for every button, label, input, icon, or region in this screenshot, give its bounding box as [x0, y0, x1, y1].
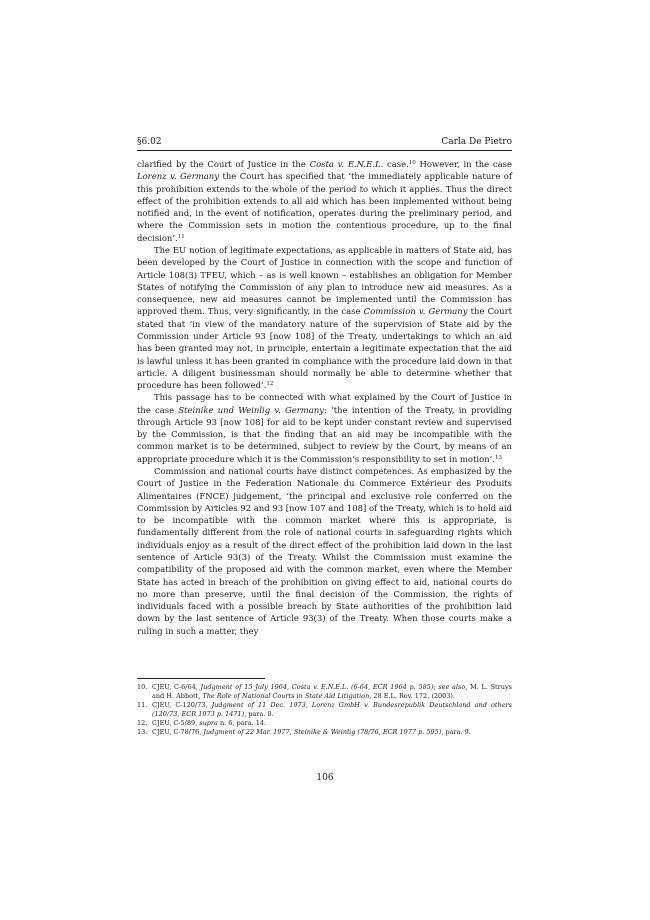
italic-text: Steinike und Weinlig v. Germany: [178, 404, 325, 415]
footnote-text: [152, 683, 512, 701]
text-run: , para. 9.: [441, 727, 471, 736]
text-run: the Court has specified that ‘the immediately applicable nature of this prohibition extends to the whole of the period to which it applies. Thus the direct effect of the prohibition extends to all aid which has been implemented without being notified and, in the event of notification, operates during the preliminary period, and where the Commission sets in motion the contentious procedure, up to the final decision’.: [137, 171, 512, 243]
footnotes: [137, 683, 512, 736]
running-author: Carla De Pietro: [441, 137, 512, 147]
italic-text: supra: [199, 718, 218, 727]
text-run: The EU notion of legitimate expectations, as applicable in matters of State aid, has been developed by the Court of Justice in connection with the scope and function of Article 108(3) TFEU, which – as is well known – establishes an obligation for Member States of notifying the Commission of any plan to introduce new aid measures. As a consequence, new aid measures cannot be implemented until the Commission has approved them. Thus, very significantly, in the case: [137, 244, 512, 317]
footnote-number: 13.: [137, 727, 148, 736]
italic-text: Judgment of 22 Mar. 1977, Steinike & Weinlig (78/76, ECR 1977 p. 595): [203, 727, 442, 736]
text-run: However, in the case: [415, 159, 512, 169]
body-paragraph: [137, 158, 512, 244]
footnote-number: 10.: [137, 683, 148, 691]
body-paragraph: [137, 244, 512, 391]
footnote: [137, 719, 512, 728]
text-run: case.: [383, 159, 409, 169]
section-number: §6.02: [137, 137, 162, 147]
text-run: CJEU, C-120/73,: [152, 700, 212, 709]
italic-text: see also: [438, 683, 466, 691]
running-header: [137, 137, 512, 151]
footnote-text: [152, 728, 512, 737]
body-paragraph: [137, 391, 512, 465]
text-run: : ‘the intention of the Treaty, in providing through Article 93 [now 108] for aid to be kept under constant review and supervised by the Commission, is that the finding that an aid may be incompatible with the common market is to be determined, subject to review by the Court, by means of an appropriate procedure which it is the Commission’s responsibility to set in motion’.: [137, 404, 513, 464]
text-run: This passage has to be connected with what explained by the Court of Justice in the case: [137, 392, 512, 415]
text-run: , M. L. Struys and H. Abbott,: [152, 683, 512, 700]
text-run: CJEU, C-5/89,: [152, 718, 200, 727]
text-run: n. 6, para. 14.: [217, 718, 267, 727]
footnote-number: 12.: [137, 718, 148, 727]
italic-text: Costa v. E.N.E.L.: [309, 159, 384, 169]
italic-text: The Role of National Courts in State Aid Litigation: [202, 691, 370, 700]
footnote: [137, 701, 512, 719]
page-content: [137, 137, 512, 637]
italic-text: Judgment of 15 July 1964, Costa v. E.N.E.L. (6-64, ECR 1964 p. 585): [200, 683, 434, 691]
text-run: clarified by the Court of Justice in the: [137, 159, 310, 169]
text-run: ;: [433, 683, 439, 691]
text-run: CJEU, C-6/64,: [152, 683, 201, 691]
body-paragraph: [137, 465, 512, 637]
italic-text: Judgment of 11 Dec. 1973, Lorenz GmbH v. Bundesrepublik Deutschland and others (120/73, ECR 1973 p. 1471): [152, 700, 512, 718]
footnote: [137, 728, 512, 737]
footnote-text: [152, 701, 512, 719]
footnote-reference: 12: [266, 381, 274, 388]
footnote-text: [152, 719, 512, 728]
footnote-reference: 10: [408, 160, 416, 166]
footnote-reference: 13: [494, 454, 502, 461]
footnote: [137, 683, 512, 701]
italic-text: Lorenz v. Germany: [137, 171, 219, 182]
footnote-separator: [137, 678, 265, 679]
text-run: CJEU, C-78/76,: [152, 727, 204, 736]
page-number: 106: [316, 773, 334, 783]
text-run: , para. 8.: [244, 709, 274, 718]
text-run: , 28 E.L. Rev. 172, (2003).: [369, 691, 456, 700]
body-text: [137, 158, 512, 637]
text-run: the Court stated that ‘in view of the mandatory nature of the supervision of State aid by the Commission under Article 93 [now 108] of the Treaty, undertakings to which an aid has been granted may not, in principle, entertain a legitimate expectation that the aid is lawful unless it has been granted in compliance with the procedure laid down in that article. A diligent businessman should normally be able to determine whether that procedure has been followed’.: [137, 306, 512, 391]
footnote-reference: 11: [177, 233, 185, 240]
footnote-number: 11.: [137, 700, 148, 709]
italic-text: Commission v. Germany: [363, 306, 468, 317]
text-run: Commission and national courts have distinct competences. As emphasized by the Court of Justice in the Federation Nationale du Commerce Extérieur des Produits Alimentaires (FNCE) judgement, ‘the principal and exclusive role conferred on the Commission by Articles 92 and 93 [now 107 and 108] of the Treaty, which is to hold aid to be incompatible with the common market where this is appropriate, is fundamentally different from the role of national courts in safeguarding rights which individuals enjoy as a result of the direct effect of the prohibition laid down in the last sentence of Article 93(3) of the Treaty. Whilst the Commission must examine the compatibility of the proposed aid with the common market, even where the Member State has acted in breach of the prohibition on giving effect to aid, national courts do no more than preserve, until the final decision of the Commission, the rights of individuals faced with a possible breach by State authorities of the prohibition laid down by the last sentence of Article 93(3) of the Treaty. When those courts make a ruling in such a matter, they: [137, 466, 512, 636]
